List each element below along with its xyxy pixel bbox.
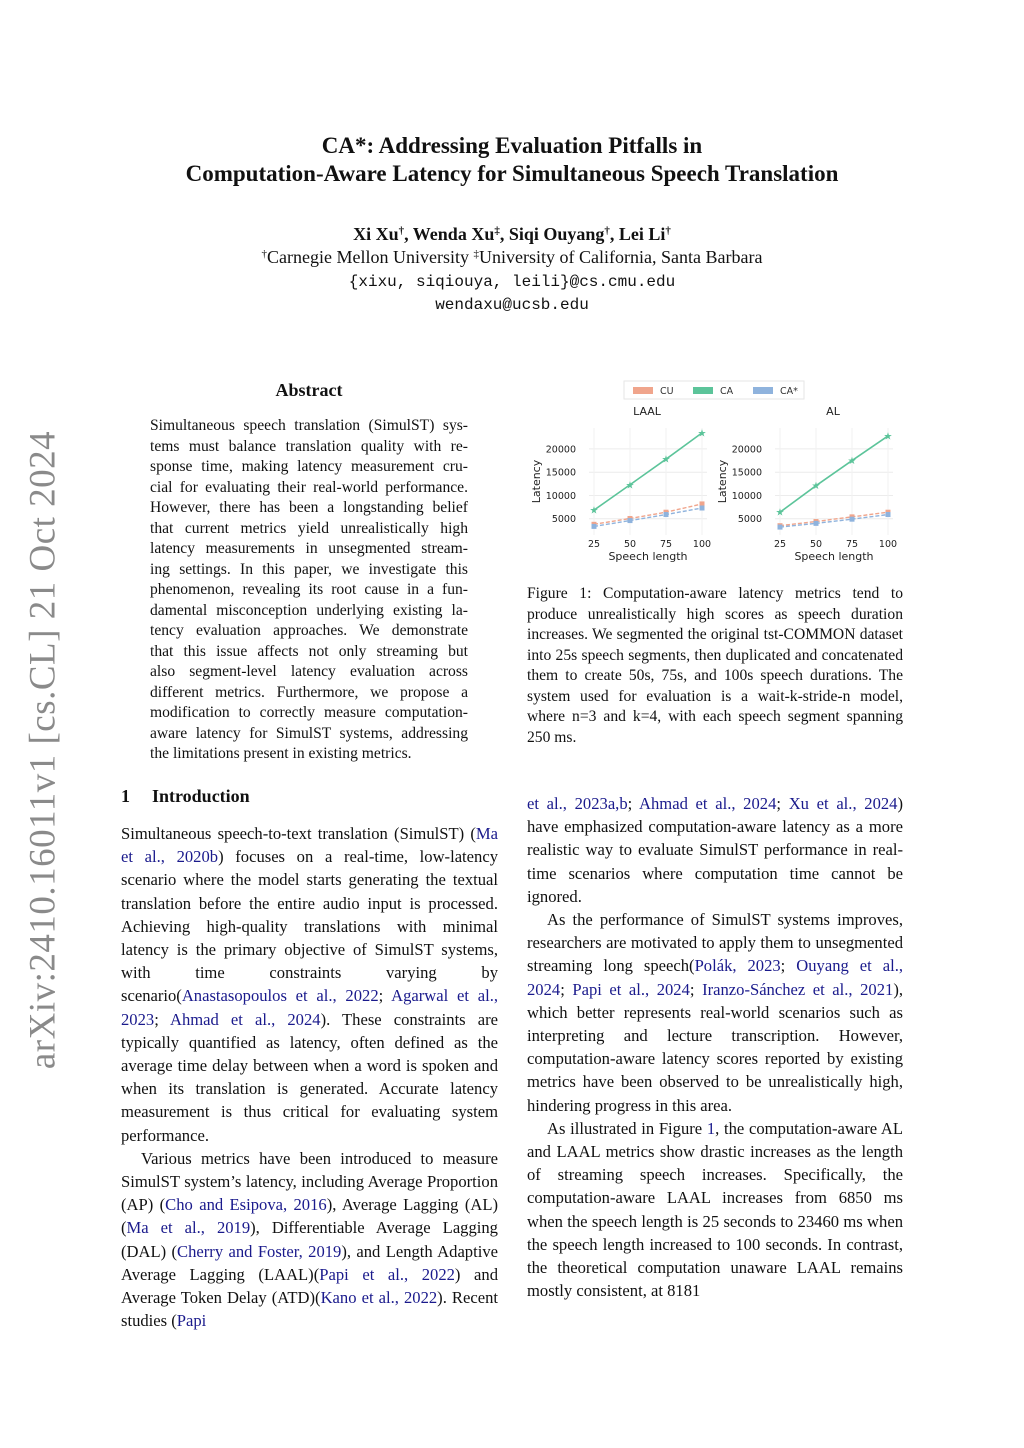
abstract-line: phenomenon, revealing its root cause in a fun-: [150, 581, 468, 598]
citation-link[interactable]: Kano et al., 2022: [320, 1288, 438, 1308]
body-text: ), Differentiable Average Lagging (DAL) (: [121, 1218, 498, 1261]
author-mark: ‡: [494, 225, 500, 237]
figure-1-chart: [527, 378, 903, 568]
citation-link[interactable]: Agarwal et al., 2023: [121, 986, 498, 1029]
intro-paragraph-3: [527, 792, 903, 908]
author-name: Xi Xu: [353, 224, 399, 244]
abstract-line: also segment-level latency evaluation across: [150, 663, 468, 680]
body-text: As illustrated in Figure: [547, 1118, 707, 1138]
x-tick-label: 100: [878, 539, 898, 550]
chart-panel-al: [716, 405, 897, 563]
abstract-line: latency measurements in unsegmented stream-: [150, 540, 468, 557]
x-tick-label: 50: [623, 539, 637, 550]
intro-paragraph-4: [527, 908, 903, 1117]
citation-link[interactable]: Iranzo-Sánchez et al., 2021: [702, 979, 894, 999]
affiliations: [0, 247, 1024, 268]
body-text: ) have emphasized computation-aware latency as a more realistic way to evaluate SimulST performance in real-time scenarios where computation time cannot be ignored.: [527, 794, 904, 906]
x-tick-label: 75: [845, 539, 859, 550]
y-tick-label: 5000: [737, 514, 762, 526]
section-heading-introduction: [121, 786, 250, 807]
abstract-line: sponse time, making latency measurement cru-: [150, 458, 468, 475]
author-separator: ,: [404, 224, 413, 244]
citation-link[interactable]: Papi et al., 2024: [572, 979, 690, 999]
data-point-ca-star: [778, 525, 783, 530]
figure-1: [527, 378, 903, 568]
x-axis-label: Speech length: [794, 550, 874, 563]
abstract-line: different metrics. Furthermore, we propose a: [150, 683, 468, 701]
body-text: ) focuses on a real-time, low-latency scenario where the model starts generating the textual translation before the entire audio input is processed. Achieving high-quality translations with minimal latency is the primary objective of SimulST systems, with time constraints varying by scenario(: [121, 847, 498, 1006]
panel-title: LAAL: [633, 405, 661, 418]
y-axis-label: Latency: [530, 459, 543, 504]
author-separator: ,: [609, 224, 619, 244]
body-text: ) and Average Token Delay (ATD)(: [121, 1264, 498, 1308]
intro-paragraph-5: [527, 1117, 903, 1303]
abstract-line: damental misconception underlying existing la-: [150, 601, 468, 619]
legend-label-ca-star: CA*: [780, 386, 798, 397]
figure-1-caption: Figure 1: Computation-aware latency metrics tend to produce unrealistically high scores as speech duration increases. We segmented the original tst-COMMON dataset into 25s speech segments, then duplicated and concatenated them to create 50s, 75s, and 100s speech durations. The system used for evaluation is a wait-k-stride-n model, where n=3 and k=4, with each speech segment spanning 250 ms.: [527, 585, 903, 746]
author-separator: ,: [499, 224, 509, 244]
body-text: As the performance of SimulST systems improves, researchers are motivated to apply them to unsegmented streaming long speech(: [527, 910, 903, 976]
panel-title: AL: [826, 405, 840, 418]
abstract-line: tems must balance translation quality with re-: [150, 437, 468, 455]
x-tick-label: 50: [809, 539, 823, 550]
y-tick-label: 10000: [545, 490, 576, 502]
author-name: Lei Li: [618, 224, 666, 244]
abstract-line: modification to correctly measure computation-: [150, 704, 468, 721]
body-text: ;: [154, 1009, 170, 1029]
title-line-1: CA*: Addressing Evaluation Pitfalls in: [321, 133, 703, 158]
chart-legend: [624, 381, 804, 399]
body-text: Various metrics have been introduced to measure SimulST system’s latency, including Average Proportion (AP) (: [121, 1148, 498, 1215]
y-tick-label: 20000: [731, 444, 762, 456]
data-point-ca: ★: [589, 505, 599, 517]
data-point-ca-star: [592, 524, 597, 529]
body-text: Simultaneous speech-to-text translation (SimulST) (: [121, 824, 476, 843]
left-column-text: [121, 822, 498, 1332]
citation-link[interactable]: Ahmad et al., 2024: [639, 794, 777, 813]
data-point-ca-star: [814, 521, 819, 526]
body-text: , the computation-aware AL and LAAL metrics show drastic increases as the length of streaming speech increases. Specifically, the computation-aware LAAL increases from 6850 ms when the speech length is 25 seconds to 23460 ms when the speech length increased to 100 seconds. In contrast, the theoretical computation unaware LAAL remains mostly consistent, at 8181: [527, 1118, 904, 1301]
y-axis-label: Latency: [716, 459, 729, 504]
y-tick-label: 10000: [731, 490, 762, 502]
figure-reference-link[interactable]: 1: [706, 1118, 716, 1138]
x-tick-label: 25: [587, 539, 601, 550]
intro-paragraph-2: [121, 1147, 498, 1333]
abstract-line: ing settings. In this paper, we investigate this: [150, 560, 468, 578]
citation-link[interactable]: Papi et al., 2022: [319, 1264, 455, 1284]
body-text: ;: [689, 979, 703, 999]
body-text: ;: [560, 979, 573, 999]
affiliation-mark: †: [261, 248, 268, 260]
y-tick-label: 15000: [545, 467, 576, 479]
affiliation-cmu: Carnegie Mellon University: [267, 247, 474, 267]
abstract-line: Simultaneous speech translation (SimulST) sys-: [150, 417, 468, 434]
abstract-body: [150, 416, 468, 765]
section-title: Introduction: [152, 786, 250, 806]
data-point-ca-star: [850, 517, 855, 522]
author-list: [0, 224, 1024, 245]
author-name: Siqi Ouyang: [508, 224, 605, 244]
citation-link[interactable]: Polák, 2023: [694, 956, 781, 976]
author-mark: †: [604, 225, 610, 237]
arxiv-side-stamp: arXiv:2410.16011v1 [cs.CL] 21 Oct 2024: [22, 430, 64, 1070]
y-tick-label: 15000: [731, 467, 762, 479]
citation-link[interactable]: et al., 2023a,b: [527, 794, 628, 813]
chart-panel-laal: [530, 405, 711, 563]
section-number: 1: [121, 786, 130, 806]
legend-label-ca: CA: [720, 386, 734, 397]
author-mark: †: [398, 225, 405, 237]
citation-link[interactable]: Cho and Esipova, 2016: [165, 1195, 327, 1215]
citation-link[interactable]: Papi: [176, 1311, 207, 1331]
paper-title: [0, 132, 1024, 188]
abstract-line: the limitations present in existing metrics.: [150, 745, 412, 762]
x-tick-label: 75: [659, 539, 673, 550]
y-tick-label: 5000: [551, 514, 576, 526]
email-line-1: {xixu, siqiouya, leili}@cs.cmu.edu: [348, 273, 676, 291]
data-point-ca: ★: [775, 507, 785, 519]
body-text: ), and Length Adaptive Average Lagging (LAAL)(: [121, 1241, 498, 1284]
abstract-line: However, there has been a longstanding belief: [150, 499, 468, 516]
title-line-2: Computation-Aware Latency for Simultaneous Speech Translation: [185, 161, 839, 186]
data-point-ca: ★: [625, 480, 635, 492]
abstract-line: tency evaluation approaches. We demonstrate: [150, 622, 468, 639]
data-point-ca-star: [664, 512, 669, 517]
body-text: ). These constraints are typically quantified as latency, often defined as the average time delay between when a word is spoken and when its translation is generated. Accurate latency measurement is thus critical for evaluating system performance.: [121, 1009, 498, 1145]
citation-link[interactable]: Ma et al., 2020b: [121, 824, 498, 867]
citation-link[interactable]: Ma et al., 2019: [126, 1218, 251, 1238]
intro-paragraph-1: [121, 822, 498, 1147]
data-point-ca: ★: [661, 454, 671, 466]
data-point-ca-star: [628, 518, 633, 523]
legend-label-cu: CU: [660, 386, 674, 397]
body-text: ), Average Lagging (AL) (: [121, 1195, 498, 1238]
abstract-line: cial for evaluating their real-world performance.: [150, 478, 468, 496]
abstract-heading: Abstract: [275, 380, 343, 400]
body-text: ), which better represents real-world scenarios such as interpreting and lecture transcription. However, computation-aware latency scores reported by existing metrics have been observed to be unrealistically high, hindering progress in this area.: [527, 979, 903, 1115]
abstract-line: aware latency for SimulST systems, addressing: [150, 724, 468, 742]
body-text: ;: [627, 794, 640, 813]
data-point-ca: ★: [697, 428, 707, 440]
body-text: ). Recent studies (: [121, 1288, 498, 1331]
citation-link[interactable]: Ahmad et al., 2024: [169, 1009, 321, 1029]
legend-swatch-ca: [693, 387, 713, 394]
citation-link[interactable]: Anastasopoulos et al., 2022: [181, 986, 379, 1006]
email-line-2: wendaxu@ucsb.edu: [435, 296, 589, 314]
affiliation-ucsb: University of California, Santa Barbara: [479, 247, 763, 267]
body-text: ;: [378, 986, 392, 1006]
affiliation-mark: ‡: [473, 248, 480, 260]
author-name: Wenda Xu: [412, 224, 495, 244]
data-point-ca-star: [700, 506, 705, 511]
citation-link[interactable]: Xu et al., 2024: [788, 794, 898, 813]
author-mark: †: [665, 225, 671, 237]
citation-link[interactable]: Ouyang et al., 2024: [527, 956, 903, 999]
abstract-line: that current metrics yield unrealistically high: [150, 519, 468, 537]
body-text: ;: [780, 956, 797, 976]
legend-swatch-ca-star: [753, 387, 773, 394]
y-tick-label: 20000: [545, 444, 576, 456]
x-tick-label: 25: [773, 539, 787, 550]
data-point-ca: ★: [847, 456, 857, 468]
citation-link[interactable]: Cherry and Foster, 2019: [177, 1241, 342, 1261]
right-column-text: [527, 792, 903, 1302]
x-axis-label: Speech length: [608, 550, 688, 563]
body-text: ;: [776, 794, 789, 813]
data-point-ca-star: [886, 512, 891, 517]
legend-swatch-cu: [633, 387, 653, 394]
data-point-ca: ★: [811, 481, 821, 493]
data-point-ca: ★: [883, 431, 893, 443]
x-tick-label: 100: [692, 539, 712, 550]
abstract-line: that this issue affects not only streaming but: [150, 642, 468, 660]
